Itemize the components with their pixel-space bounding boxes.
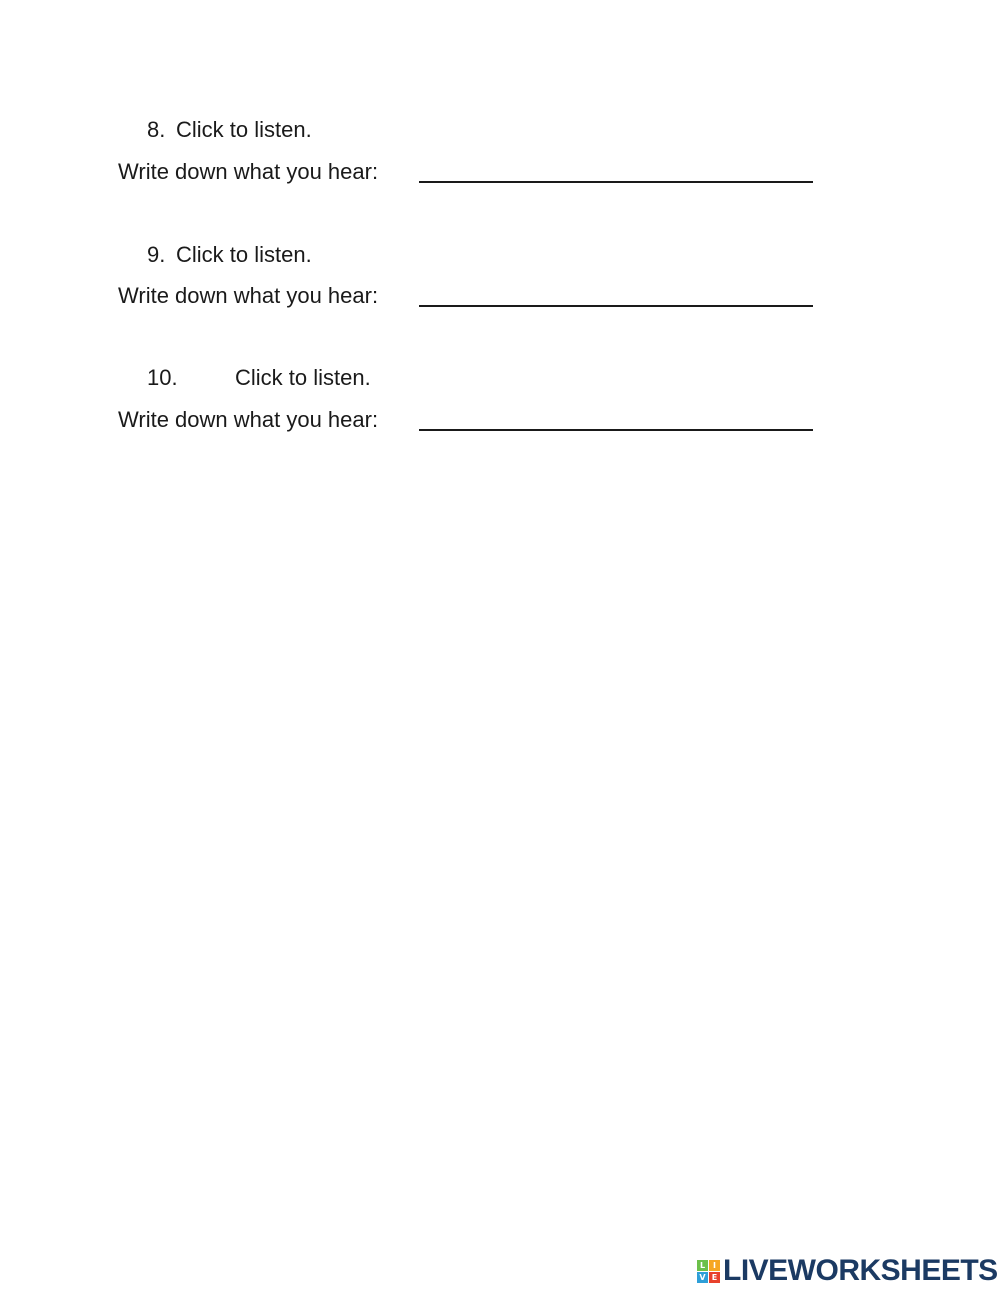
- answer-blank[interactable]: [419, 181, 813, 183]
- question-number: 10.: [147, 365, 178, 390]
- logo-letter-v: V: [697, 1272, 708, 1283]
- listen-prompt[interactable]: Click to listen.: [176, 242, 312, 267]
- logo-text: LIVEWORKSHEETS: [723, 1254, 998, 1287]
- question-number: 8.: [147, 117, 166, 142]
- listen-prompt[interactable]: Click to listen.: [176, 117, 312, 142]
- write-down-label: Write down what you hear:: [118, 407, 379, 432]
- logo-letter-e: E: [709, 1272, 720, 1283]
- answer-blank[interactable]: [419, 305, 813, 307]
- logo-letter-l: L: [697, 1260, 708, 1271]
- logo-letter-i: I: [709, 1260, 720, 1271]
- listen-prompt[interactable]: Click to listen.: [235, 365, 371, 390]
- write-down-label: Write down what you hear:: [118, 159, 379, 184]
- answer-blank[interactable]: [419, 429, 813, 431]
- write-down-label: Write down what you hear:: [118, 283, 379, 308]
- logo-squares-icon: [697, 1260, 720, 1283]
- question-number: 9.: [147, 242, 166, 267]
- liveworksheets-logo: [697, 1256, 998, 1286]
